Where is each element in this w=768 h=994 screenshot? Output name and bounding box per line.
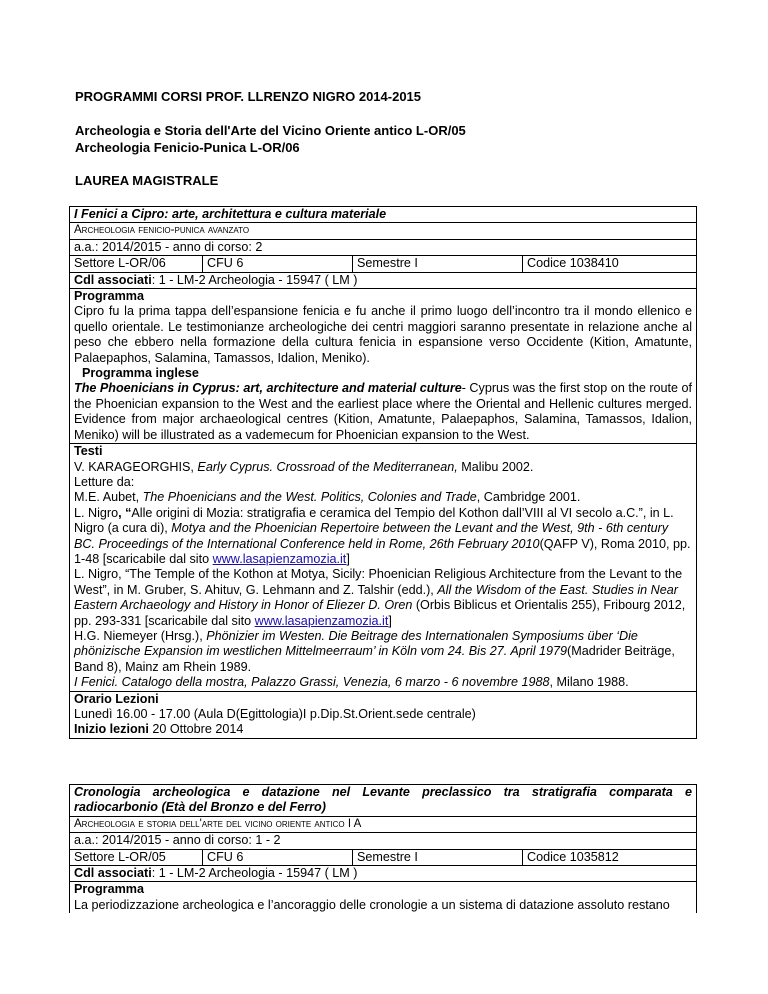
course-subtitle: Archeologia fenicio-punica avanzato bbox=[70, 223, 697, 239]
cdl-value: : 1 - LM-2 Archeologia - 15947 ( LM ) bbox=[151, 866, 358, 881]
degree-heading: LAUREA MAGISTRALE bbox=[75, 173, 219, 188]
semestre: Semestre I bbox=[353, 256, 523, 272]
codice: Codice 1035812 bbox=[523, 849, 697, 865]
inizio-lezioni bbox=[74, 722, 692, 737]
programma-label: Programma bbox=[74, 289, 144, 304]
letture-label: Letture da: bbox=[74, 474, 135, 489]
codice: Codice 1038410 bbox=[523, 256, 697, 272]
course-area-1: Archeologia e Storia dell'Arte del Vicino Oriente antico L-OR/05 bbox=[75, 123, 466, 138]
cdl-associati bbox=[70, 866, 697, 882]
programma-text: Cipro fu la prima tappa dell’espansione fenicia e fu anche il primo luogo dell’incontro tra il mondo ellenico e quello orientale. Le testimonianze archeologiche dei centri maggiori saranno presentate in relazione anche al peso che ebbero nella formazione della cultura fenicia in espansione verso Occidente (Kition, Amatunte, Palaepaphos, Salamina, Tamassos, Idalion, Meniko). bbox=[74, 304, 693, 365]
document-title: PROGRAMMI CORSI PROF. LLRENZO NIGRO 2014-2015 bbox=[75, 89, 422, 104]
semestre: Semestre I bbox=[353, 849, 523, 865]
course-title: Cronologia archeologica e datazione nel Levante preclassico tra stratigrafia comparata e radiocarbonio (Età del Bronzo e del Ferro) bbox=[70, 785, 697, 817]
orario-label: Orario Lezioni bbox=[74, 691, 159, 706]
programma-section bbox=[70, 289, 697, 444]
settore: Settore L-OR/05 bbox=[70, 849, 203, 865]
reference-item: L. Nigro, “Alle origini di Mozia: stratigrafia e ceramica del Tempio del Kothon dall’VIII al VI secolo a.C.”, in L. Nigro (a cura di), Motya and the Phoenician Repertoire between the Levant and the West, 9th - 6th century BC. Proceedings of the International Conference held in Rome, 26th February 2010(QAFP V), Roma 2010, pp. 1-48 [scaricabile dal sito www.lasapienzamozia.it] bbox=[74, 505, 691, 566]
cdl-label: Cdl associati bbox=[74, 866, 152, 881]
course-table-1 bbox=[69, 206, 697, 739]
site-link[interactable]: www.lasapienzamozia.it bbox=[212, 551, 347, 566]
testi-label: Testi bbox=[74, 444, 103, 459]
course-table-2 bbox=[69, 784, 697, 913]
programma-label: Programma bbox=[74, 882, 144, 897]
inizio-date: 20 Ottobre 2014 bbox=[148, 722, 244, 737]
inizio-label: Inizio lezioni bbox=[74, 722, 149, 737]
orario-section bbox=[70, 691, 697, 738]
orario-text: Lunedì 16.00 - 17.00 (Aula D(Egittologia)I p.Dip.St.Orient.sede centrale) bbox=[74, 707, 476, 721]
programma-section bbox=[70, 882, 697, 913]
reference-item: L. Nigro, “The Temple of the Kothon at Motya, Sicily: Phoenician Religious Architecture from the Levant to the West”, in M. Gruber, S. Ahituv, G. Lehmann and Z. Talshir (edd.), All the Wisdom of the East. Studies in Near Eastern Archaeology and History in Honor of Eliezer D. Oren (Orbis Biblicus et Orientalis 255), Fribourg 2012, pp. 293-331 [scaricabile dal sito www.lasapienzamozia.it] bbox=[74, 567, 686, 628]
cdl-associati bbox=[70, 272, 697, 288]
reference-item: V. KARAGEORGHIS, Early Cyprus. Crossroad of the Mediterranean, Malibu 2002. bbox=[74, 459, 534, 474]
testi-section bbox=[70, 444, 697, 692]
course-subtitle: Archeologia e storia dell'arte del vicino oriente antico I A bbox=[70, 816, 697, 832]
cfu: CFU 6 bbox=[203, 256, 353, 272]
academic-year: a.a.: 2014/2015 - anno di corso: 2 bbox=[70, 239, 697, 255]
course-area-2: Archeologia Fenicio-Punica L-OR/06 bbox=[75, 140, 300, 155]
site-link[interactable]: www.lasapienzamozia.it bbox=[254, 613, 389, 628]
reference-item: I Fenici. Catalogo della mostra, Palazzo Grassi, Venezia, 6 marzo - 6 novembre 1988, Milano 1988. bbox=[74, 675, 629, 690]
english-description: - Cyprus was the first stop on the route of the Phoenician expansion to the West and the earliest place where the Oriental and Hellenic cultures merged. Evidence from major archaeological centres (Kition, Amatunte, Palaepaphos, Salamina, Tamassos, Idalion, Meniko) will be illustrated as a vademecum for Phoenician expansion to the West. bbox=[74, 381, 693, 442]
programma-inglese-label: Programma inglese bbox=[82, 366, 199, 381]
cfu: CFU 6 bbox=[203, 849, 353, 865]
programma-inglese-text bbox=[74, 381, 692, 443]
programma-text: La periodizzazione archeologica e l’ancoraggio delle cronologie a un sistema di datazione assoluto restano bbox=[74, 897, 670, 912]
english-course-title: The Phoenicians in Cyprus: art, architecture and material culture bbox=[74, 381, 462, 396]
reference-item: M.E. Aubet, The Phoenicians and the West. Politics, Colonies and Trade, Cambridge 2001. bbox=[74, 490, 581, 505]
course-title: I Fenici a Cipro: arte, architettura e cultura materiale bbox=[70, 207, 697, 223]
cdl-value: : 1 - LM-2 Archeologia - 15947 ( LM ) bbox=[151, 272, 358, 287]
reference-item: H.G. Niemeyer (Hrsg.), Phönizier im Westen. Die Beitrage des Internationalen Symposiums über ‘Die phönizische Expansion im westlichen Mittelmeerraum’ in Köln vom 24. Bis 27. April 1979(Madrider Beiträge, Band 8), Mainz am Rhein 1989. bbox=[74, 628, 675, 674]
cdl-label: Cdl associati bbox=[74, 272, 152, 287]
academic-year: a.a.: 2014/2015 - anno di corso: 1 - 2 bbox=[70, 833, 697, 849]
settore: Settore L-OR/06 bbox=[70, 256, 203, 272]
